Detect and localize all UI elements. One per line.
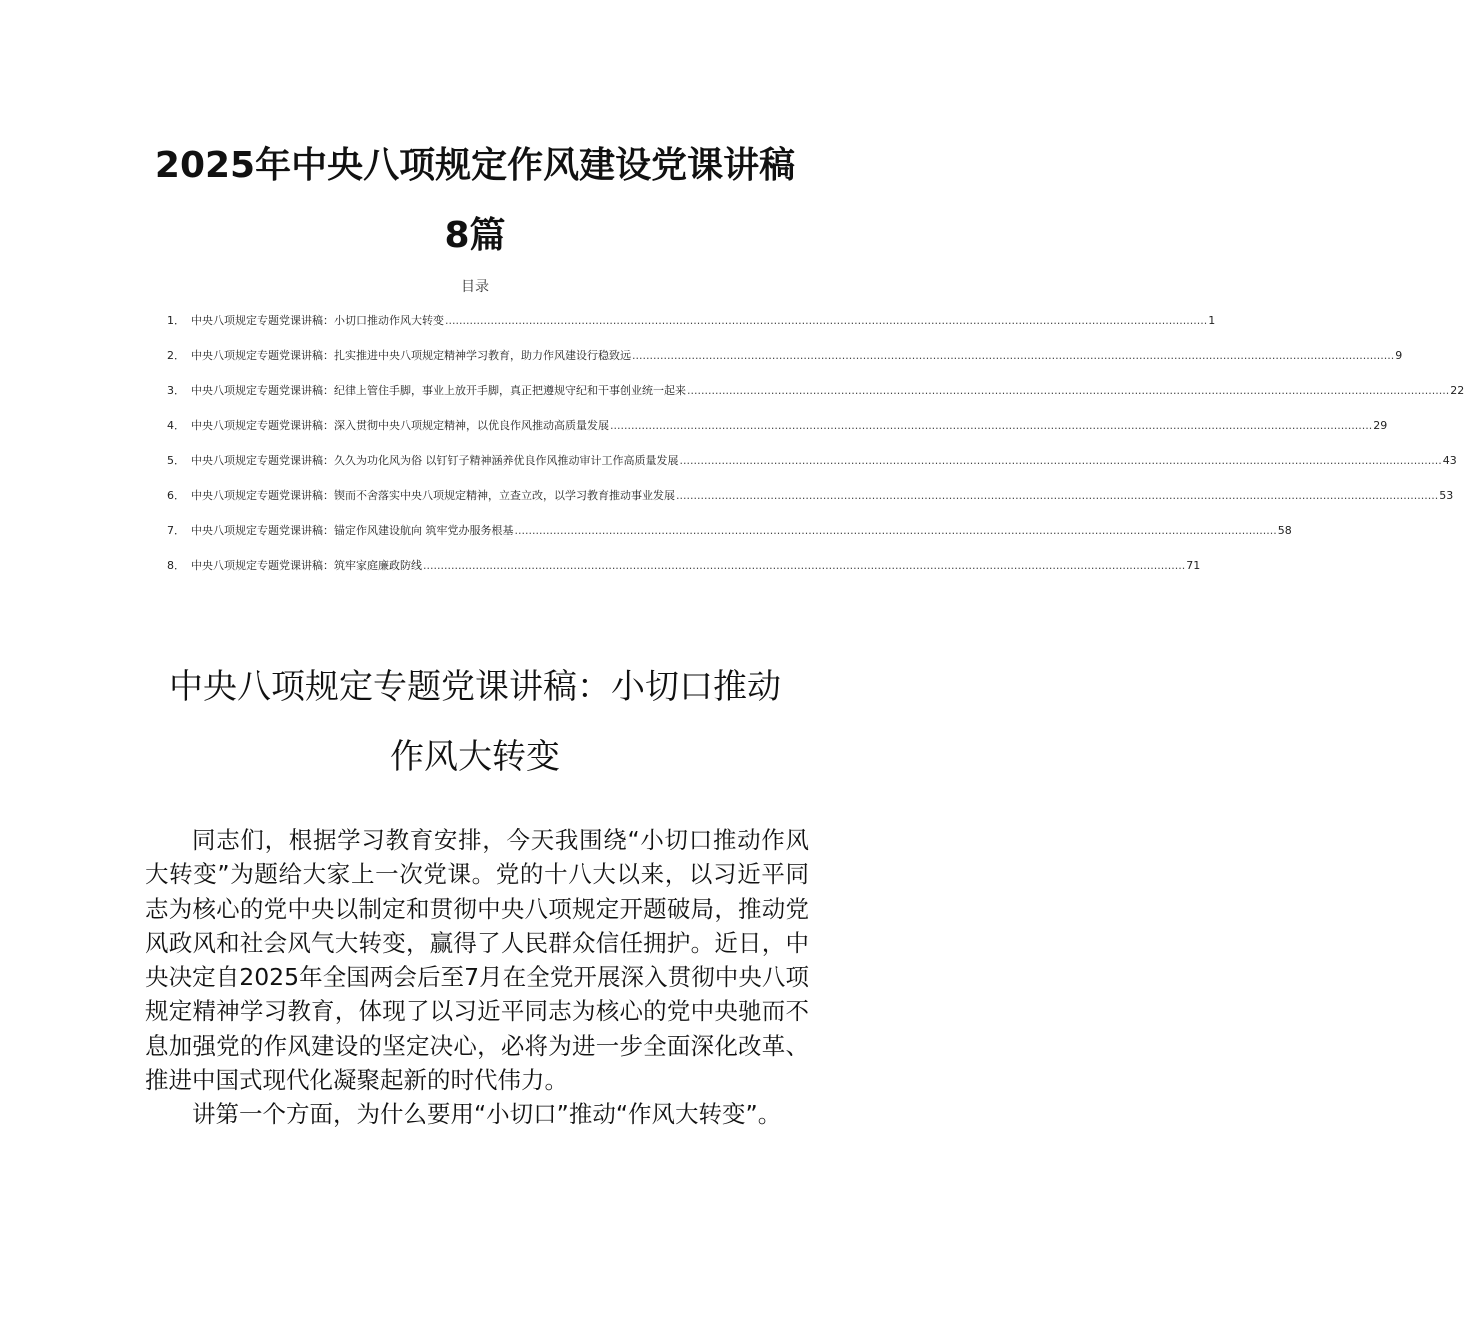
- toc-entry-title: 中央八项规定专题党课讲稿：纪律上管住手脚，事业上放开手脚，真正把遵规守纪和干事创业统一起来: [191, 384, 686, 397]
- toc-entry[interactable]: [167, 312, 1216, 347]
- toc-entry-page: 9: [1395, 349, 1403, 362]
- toc-entry-page: 71: [1186, 559, 1201, 572]
- toc-leader-dots: [423, 559, 1185, 572]
- toc-entry-number: 5．: [167, 454, 185, 467]
- toc-entry-title: 中央八项规定专题党课讲稿：锲而不舍落实中央八项规定精神，立查立改，以学习教育推动事业发展: [191, 489, 675, 502]
- toc-leader-dots: [610, 419, 1372, 432]
- toc-entry[interactable]: [167, 347, 1403, 382]
- toc-entry-title: 中央八项规定专题党课讲稿：扎实推进中央八项规定精神学习教育，助力作风建设行稳致远: [191, 349, 631, 362]
- document-title-line1: 2025年中央八项规定作风建设党课讲稿: [154, 145, 796, 186]
- toc-heading: 目录: [461, 279, 489, 295]
- toc-entry-number: 7．: [167, 524, 185, 537]
- toc-entry-title: 中央八项规定专题党课讲稿：久久为功化风为俗 以钉钉子精神涵养优良作风推动审计工作高质量发展: [191, 454, 679, 467]
- toc-leader-dots: [687, 384, 1449, 397]
- toc-entry[interactable]: [167, 487, 1454, 522]
- toc-entry-number: 2．: [167, 349, 185, 362]
- toc-leader-dots: [632, 349, 1394, 362]
- toc-leader-dots: [445, 314, 1207, 327]
- section-body: [145, 823, 809, 1132]
- toc-entry-title: 中央八项规定专题党课讲稿：深入贯彻中央八项规定精神，以优良作风推动高质量发展: [191, 419, 609, 432]
- toc-entry[interactable]: [167, 452, 1457, 487]
- toc-entry-page: 1: [1208, 314, 1216, 327]
- toc-entry-number: 6．: [167, 489, 185, 502]
- toc-entry-page: 53: [1439, 489, 1454, 502]
- section-title-line1: 中央八项规定专题党课讲稿：小切口推动: [169, 667, 781, 707]
- toc-entry-number: 1．: [167, 314, 185, 327]
- toc-entry-number: 3．: [167, 384, 185, 397]
- toc-entry-title: 中央八项规定专题党课讲稿：锚定作风建设航向 筑牢党办服务根基: [191, 524, 514, 537]
- toc-entry-page: 22: [1450, 384, 1464, 397]
- section-title-line2: 作风大转变: [390, 737, 560, 777]
- toc-entry[interactable]: [167, 417, 1388, 452]
- toc-entry[interactable]: [167, 557, 1201, 592]
- toc-entry[interactable]: [167, 522, 1292, 557]
- toc-entry-page: 29: [1373, 419, 1388, 432]
- toc-leader-dots: [515, 524, 1277, 537]
- toc-entry-title: 中央八项规定专题党课讲稿：小切口推动作风大转变: [191, 314, 444, 327]
- toc-entry[interactable]: [167, 382, 1464, 417]
- body-paragraph: 同志们，根据学习教育安排，今天我围绕“小切口推动作风大转变”为题给大家上一次党课。党的十八大以来，以习近平同志为核心的党中央以制定和贯彻中央八项规定开题破局，推动党风政风和社会风气大转变，赢得了人民群众信任拥护。近日，中央决定自2025年全国两会后至7月在全党开展深入贯彻中央八项规定精神学习教育，体现了以习近平同志为核心的党中央驰而不息加强党的作风建设的坚定决心，必将为进一步全面深化改革、推进中国式现代化凝聚起新的时代伟力。: [145, 826, 809, 1095]
- toc-entry-number: 4．: [167, 419, 185, 432]
- document-title-line2: 8篇: [444, 215, 506, 256]
- body-paragraph: 讲第一个方面，为什么要用“小切口”推动“作风大转变”。: [192, 1100, 782, 1129]
- toc-leader-dots: [680, 454, 1442, 467]
- toc-entry-page: 58: [1277, 524, 1292, 537]
- toc-leader-dots: [676, 489, 1438, 502]
- toc-entry-number: 8．: [167, 559, 185, 572]
- toc-entry-title: 中央八项规定专题党课讲稿：筑牢家庭廉政防线: [191, 559, 422, 572]
- table-of-contents: [167, 312, 1464, 592]
- toc-entry-page: 43: [1442, 454, 1457, 467]
